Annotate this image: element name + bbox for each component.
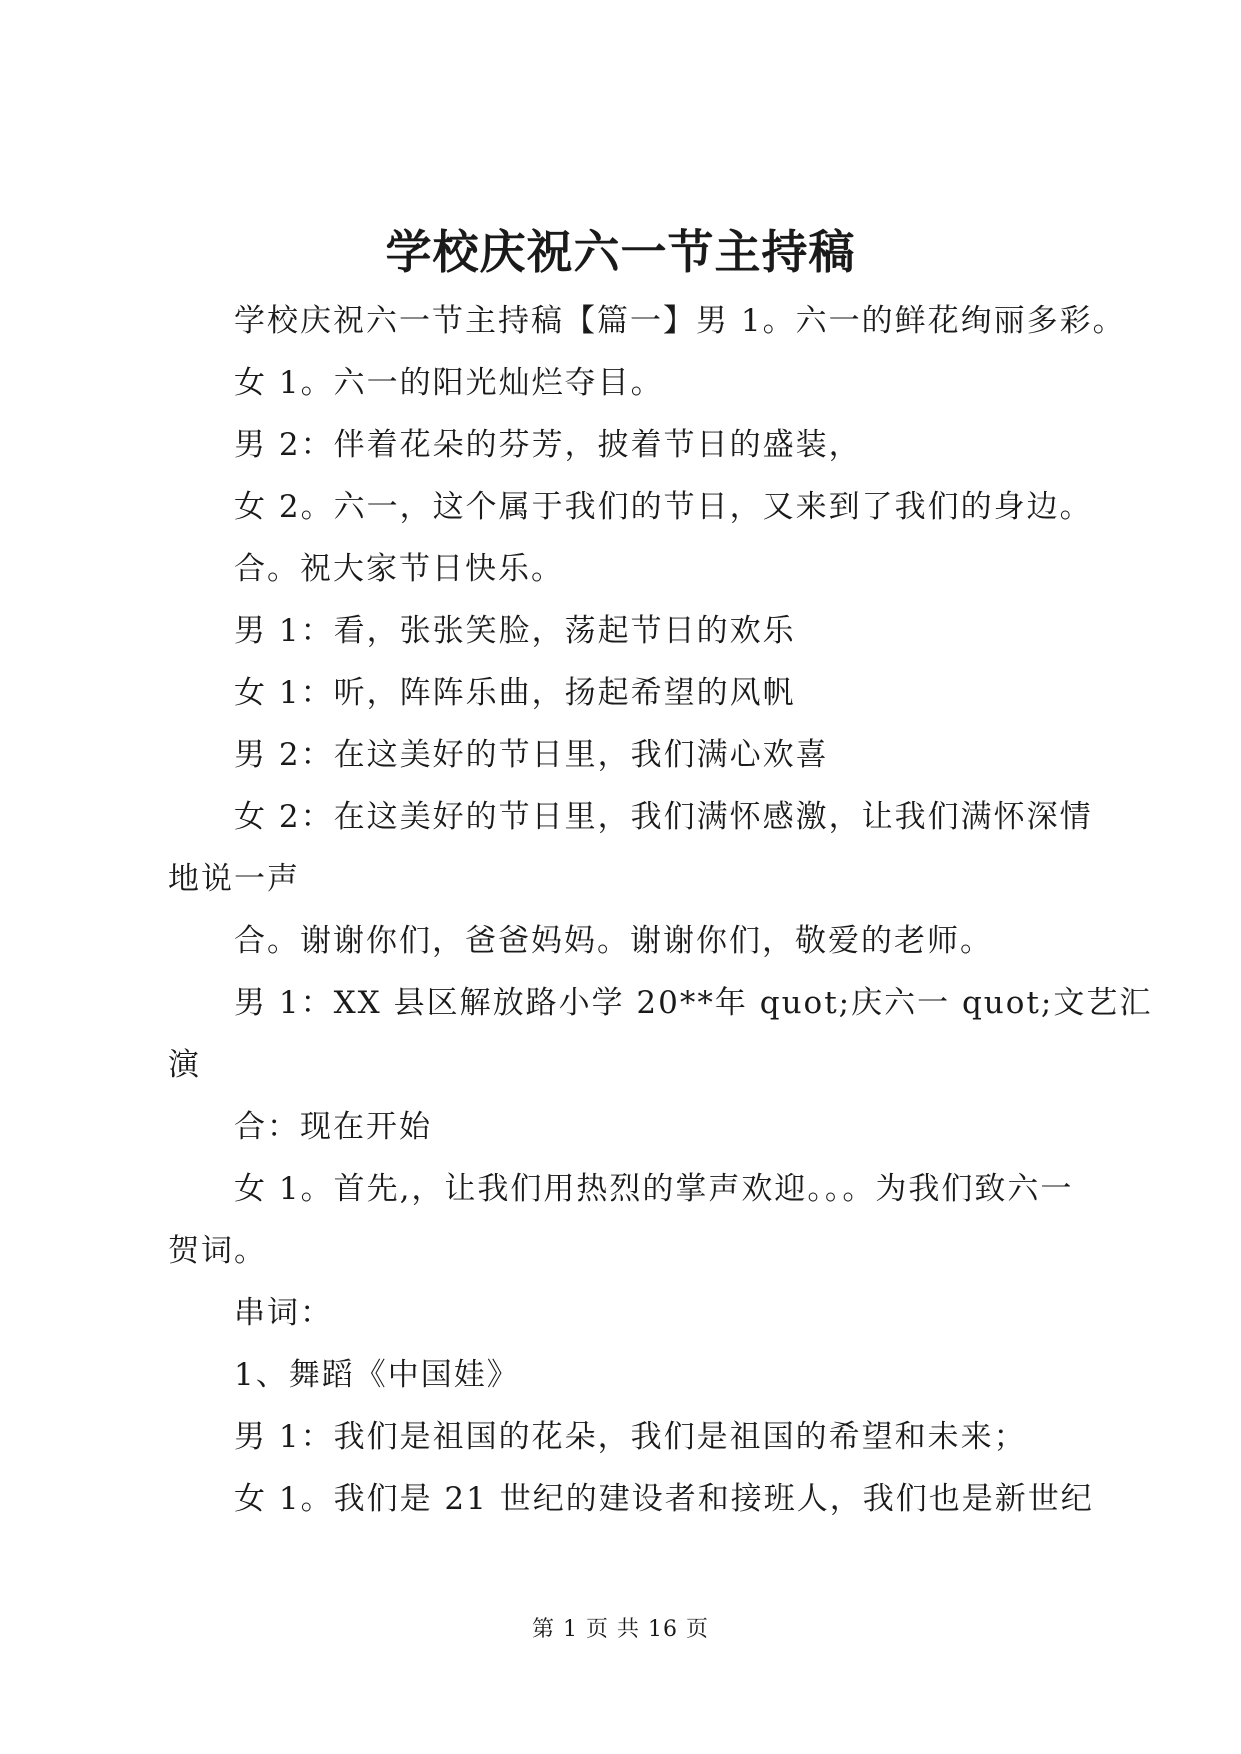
paragraph-line: 合：现在开始: [234, 1109, 432, 1145]
paragraph-line: 女 2：在这美好的节日里，我们满怀感激，让我们满怀深情: [234, 799, 1093, 835]
page-footer: 第 1 页 共 16 页: [532, 1617, 709, 1642]
paragraph-continuation: 贺词。: [168, 1233, 267, 1269]
paragraph-line: 学校庆祝六一节主持稿【篇一】男 1。六一的鲜花绚丽多彩。: [234, 303, 1126, 339]
paragraph-line: 男 1：看，张张笑脸，荡起节日的欢乐: [234, 613, 796, 649]
paragraph-line: 男 1：XX 县区解放路小学 20**年 quot;庆六一 quot;文艺汇: [234, 985, 1153, 1021]
paragraph-line: 合。谢谢你们，爸爸妈妈。谢谢你们，敬爱的老师。: [234, 923, 993, 959]
paragraph-line: 女 1。六一的阳光灿烂夺目。: [234, 365, 664, 401]
paragraph-line: 女 1。我们是 21 世纪的建设者和接班人，我们也是新世纪: [234, 1481, 1094, 1517]
document-title: 学校庆祝六一节主持稿: [385, 225, 856, 279]
paragraph-continuation: 演: [168, 1047, 201, 1083]
paragraph-line: 合。祝大家节日快乐。: [234, 551, 564, 587]
paragraph-line: 男 2：在这美好的节日里，我们满心欢喜: [234, 737, 829, 773]
paragraph-line: 1、舞蹈《中国娃》: [234, 1357, 520, 1393]
paragraph-line: 女 1。首先,，让我们用热烈的掌声欢迎。。。为我们致六一: [234, 1171, 1074, 1207]
paragraph-line: 女 1：听，阵阵乐曲，扬起希望的风帆: [234, 675, 796, 711]
paragraph-line: 串词：: [234, 1295, 333, 1331]
paragraph-line: 男 1：我们是祖国的花朵，我们是祖国的希望和未来；: [234, 1419, 1027, 1455]
paragraph-continuation: 地说一声: [168, 861, 300, 897]
document-body: [168, 290, 1153, 1530]
paragraph-line: 男 2：伴着花朵的芬芳，披着节日的盛装，: [234, 427, 862, 463]
paragraph-line: 女 2。六一，这个属于我们的节日，又来到了我们的身边。: [234, 489, 1093, 525]
